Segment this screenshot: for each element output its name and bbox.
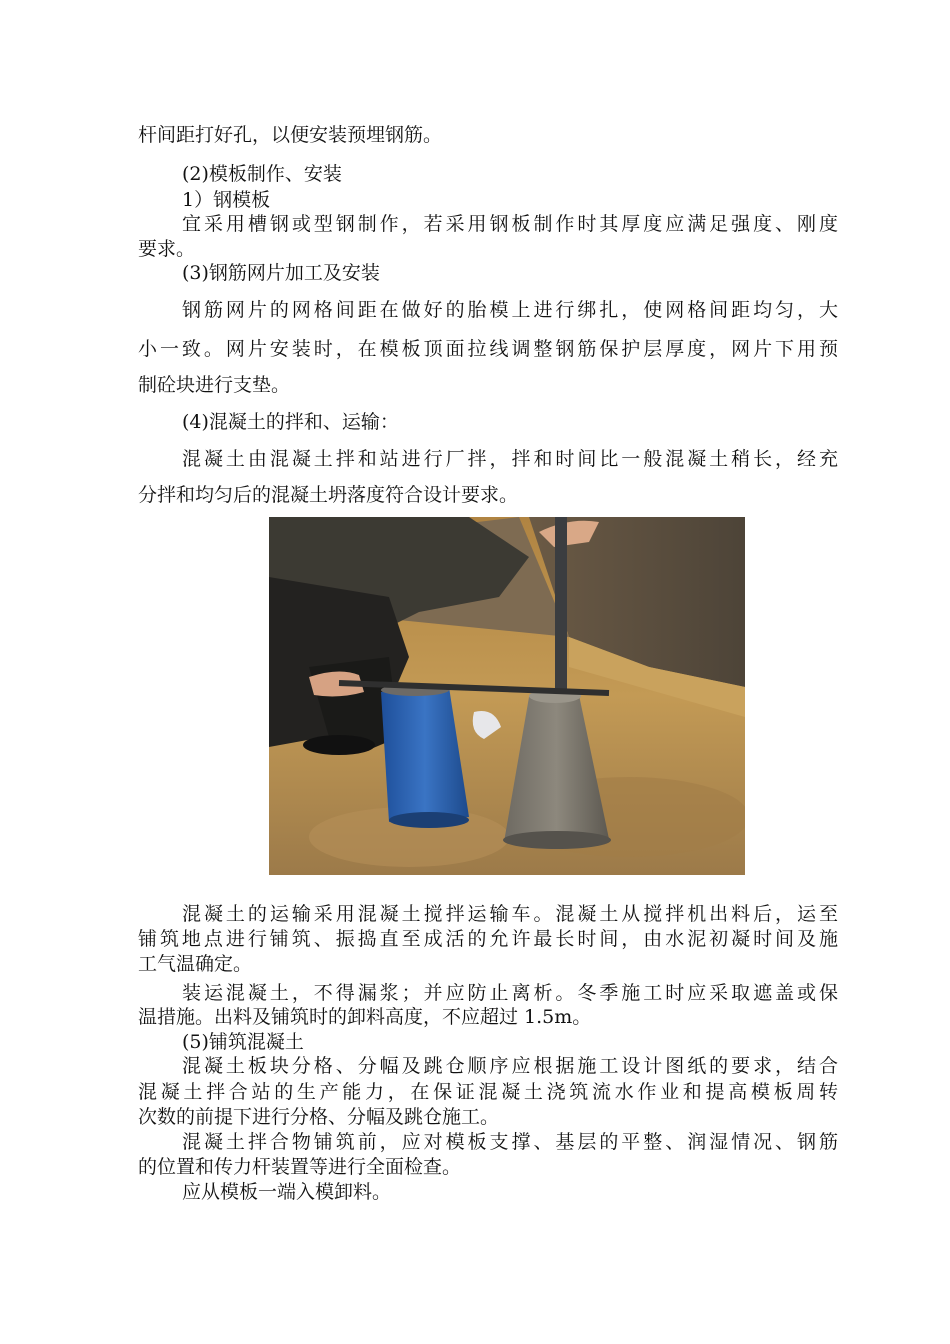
paragraph-line: 混凝土拌合物铺筑前，应对模板支撑、基层的平整、润湿情况、钢筋 (182, 1131, 838, 1153)
paragraph-line: 温措施。出料及铺筑时的卸料高度，不应超过 1.5m。 (138, 1006, 592, 1028)
paragraph-line: 的位置和传力杆装置等进行全面检查。 (138, 1156, 462, 1178)
slump-test-photo (269, 517, 745, 875)
section-heading-2: (2)模板制作、安装 (182, 163, 342, 185)
paragraph-line: 混凝土的运输采用混凝土搅拌运输车。混凝土从搅拌机出料后，运至 (182, 903, 838, 925)
paragraph-line: 制砼块进行支垫。 (138, 374, 291, 396)
paragraph-line: 混凝土板块分格、分幅及跳仓顺序应根据施工设计图纸的要求，结合 (182, 1055, 838, 1077)
paragraph-line: 应从模板一端入模卸料。 (182, 1181, 392, 1203)
paragraph-line: 杆间距打好孔，以便安装预埋钢筋。 (138, 124, 443, 146)
paragraph-line: 分拌和均匀后的混凝土坍落度符合设计要求。 (138, 484, 519, 506)
paragraph-line: 小一致。网片安装时，在模板顶面拉线调整钢筋保护层厚度，网片下用预 (138, 338, 838, 360)
paragraph-line: 混凝土由混凝土拌和站进行厂拌，拌和时间比一般混凝土稍长，经充 (182, 448, 838, 470)
paragraph-line: 混凝土拌合站的生产能力，在保证混凝土浇筑流水作业和提高模板周转 (138, 1081, 838, 1103)
section-heading-3: (3)钢筋网片加工及安装 (182, 262, 380, 284)
paragraph-line: 铺筑地点进行铺筑、振捣直至成活的允许最长时间，由水泥初凝时间及施 (138, 928, 838, 950)
paragraph-line: 宜采用槽钢或型钢制作，若采用钢板制作时其厚度应满足强度、刚度 (182, 213, 838, 235)
section-heading-5: (5)铺筑混凝土 (182, 1031, 304, 1053)
paragraph-line: 工气温确定。 (138, 953, 253, 975)
section-heading-4: (4)混凝土的拌和、运输： (182, 411, 399, 433)
paragraph-line: 装运混凝土，不得漏浆；并应防止离析。冬季施工时应采取遮盖或保 (182, 982, 838, 1004)
paragraph-line: 要求。 (138, 238, 196, 260)
paragraph-line: 次数的前提下进行分格、分幅及跳仓施工。 (138, 1106, 500, 1128)
paragraph-line: 钢筋网片的网格间距在做好的胎模上进行绑扎，使网格间距均匀，大 (182, 299, 838, 321)
subsection-heading: 1）钢模板 (182, 189, 271, 211)
